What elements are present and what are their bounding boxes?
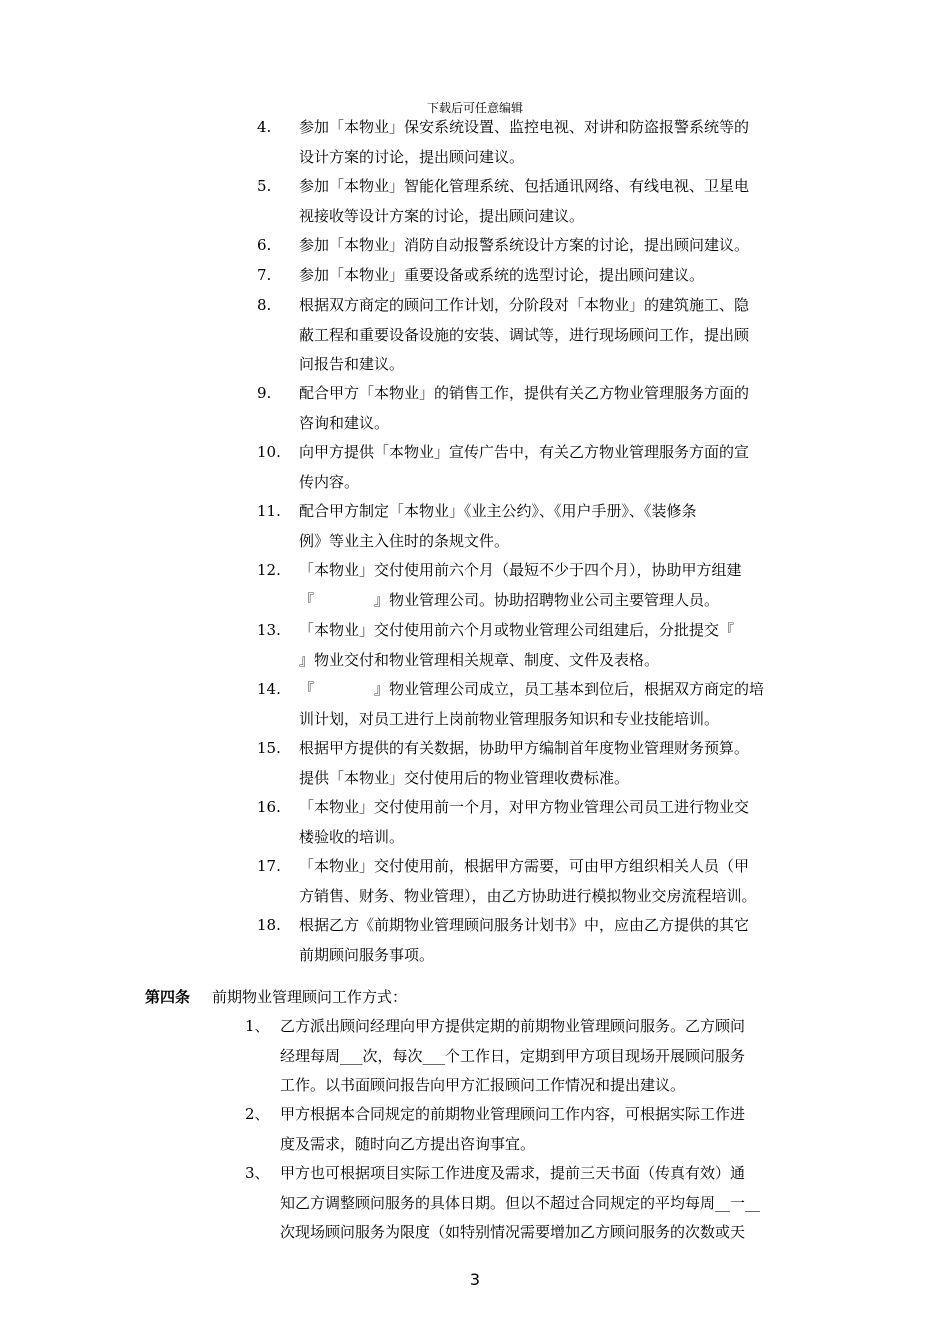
item-number: 17. [257,857,281,875]
item-text-line: 前期顾问服务事项。 [299,945,435,964]
page-number: 3 [469,1270,481,1289]
page-header: 下载后可任意编辑 [426,101,523,115]
item-number: 1、 [245,1017,270,1035]
item-text-line: 「本物业」交付使用前，根据甲方需要，可由甲方组织相关人员（甲 [299,857,750,875]
item-text-line: 「本物业」交付使用前六个月或物业管理公司组建后，分批提交『 [299,621,735,639]
item-text-line: 蔽工程和重要设备设施的安装、调试等，进行现场顾问工作，提出顾 [299,325,750,344]
item-number: 5. [257,177,272,195]
item-text-line: 视接收等设计方案的讨论，提出顾问建议。 [299,206,585,225]
item-text-line: 配合甲方「本物业」的销售工作，提供有关乙方物业管理服务方面的 [299,384,750,402]
item-text-line: 「本物业」交付使用前一个月，对甲方物业管理公司员工进行物业交 [299,798,750,816]
item-number: 12. [257,561,281,579]
section-title: 第四条 [145,988,191,1006]
item-text-line: 『 』物业管理公司。协助招聘物业公司主要管理人员。 [299,590,720,609]
item-number: 3、 [245,1164,270,1182]
item-text-line: 提供「本物业」交付使用后的物业管理收费标准。 [299,768,630,787]
item-text-line: 次现场顾问服务为限度（如特别情况需要增加乙方顾问服务的次数或天 [280,1223,746,1241]
item-text-line: 甲方根据本合同规定的前期物业管理顾问工作内容，可根据实际工作进 [280,1105,746,1123]
item-number: 9. [257,384,272,402]
item-text-line: 设计方案的讨论，提出顾问建议。 [299,147,525,166]
item-number: 18. [257,916,281,934]
item-number: 7. [257,266,272,284]
item-text-line: 『 』物业管理公司成立，员工基本到位后，根据双方商定的培 [299,680,765,698]
item-number: 15. [257,739,281,757]
item-text-line: 参加「本物业」保安系统设置、监控电视、对讲和防盗报警系统等的 [299,118,750,136]
item-text-line: 「本物业」交付使用前六个月（最短不少于四个月），协助甲方组建 [299,561,742,579]
item-number: 11. [257,502,281,520]
item-text-line: 工作。以书面顾问报告向甲方汇报顾问工作情况和提出建议。 [280,1076,686,1094]
item-text-line: 参加「本物业」智能化管理系统、包括通讯网络、有线电视、卫星电 [299,177,750,195]
item-text-line: 』物业交付和物业管理相关规章、制度、文件及表格。 [299,650,660,669]
item-text-line: 向甲方提供「本物业」宣传广告中，有关乙方物业管理服务方面的宣 [299,443,750,461]
item-text-line: 咨询和建议。 [299,413,390,432]
section-heading-text: 前期物业管理顾问工作方式： [212,988,408,1006]
item-text-line: 例》等业主入住时的条规文件。 [299,531,510,550]
item-text-line: 经理每周___次，每次___个工作日，定期到甲方项目现场开展顾问服务 [280,1046,746,1065]
item-number: 8. [257,296,272,314]
item-text-line: 楼验收的培训。 [299,827,405,846]
item-text-line: 问报告和建议。 [299,355,405,373]
item-text-line: 根据乙方《前期物业管理顾问服务计划书》中，应由乙方提供的其它 [299,916,750,934]
item-text-line: 度及需求，随时向乙方提出咨询事宜。 [280,1134,536,1153]
item-number: 6. [257,236,272,254]
item-text-line: 方销售、财务、物业管理），由乙方协助进行模拟物业交房流程培训。 [299,886,757,905]
item-text-line: 训计划，对员工进行上岗前物业管理服务知识和专业技能培训。 [299,709,720,728]
item-text-line: 知乙方调整顾问服务的具体日期。但以不超过合同规定的平均每周__一__ [280,1193,761,1212]
item-text-line: 甲方也可根据项目实际工作进度及需求，提前三天书面（传真有效）通 [280,1164,746,1182]
item-text-line: 根据甲方提供的有关数据，协助甲方编制首年度物业管理财务预算。 [299,739,750,757]
item-text-line: 参加「本物业」重要设备或系统的选型讨论，提出顾问建议。 [299,266,705,284]
item-number: 4. [257,118,272,136]
item-text-line: 参加「本物业」消防自动报警系统设计方案的讨论，提出顾问建议。 [299,236,750,254]
item-text-line: 传内容。 [299,472,360,491]
item-text-line: 乙方派出顾问经理向甲方提供定期的前期物业管理顾问服务。乙方顾问 [280,1017,746,1035]
item-number: 14. [257,680,281,698]
item-number: 2、 [245,1105,270,1123]
item-text-line: 配合甲方制定「本物业」《业主公约》、《用户手册》、《装修条 [299,502,697,520]
item-number: 10. [257,443,281,461]
item-number: 13. [257,621,281,639]
item-text-line: 根据双方商定的顾问工作计划，分阶段对「本物业」的建筑施工、隐 [299,296,750,314]
item-number: 16. [257,798,281,816]
